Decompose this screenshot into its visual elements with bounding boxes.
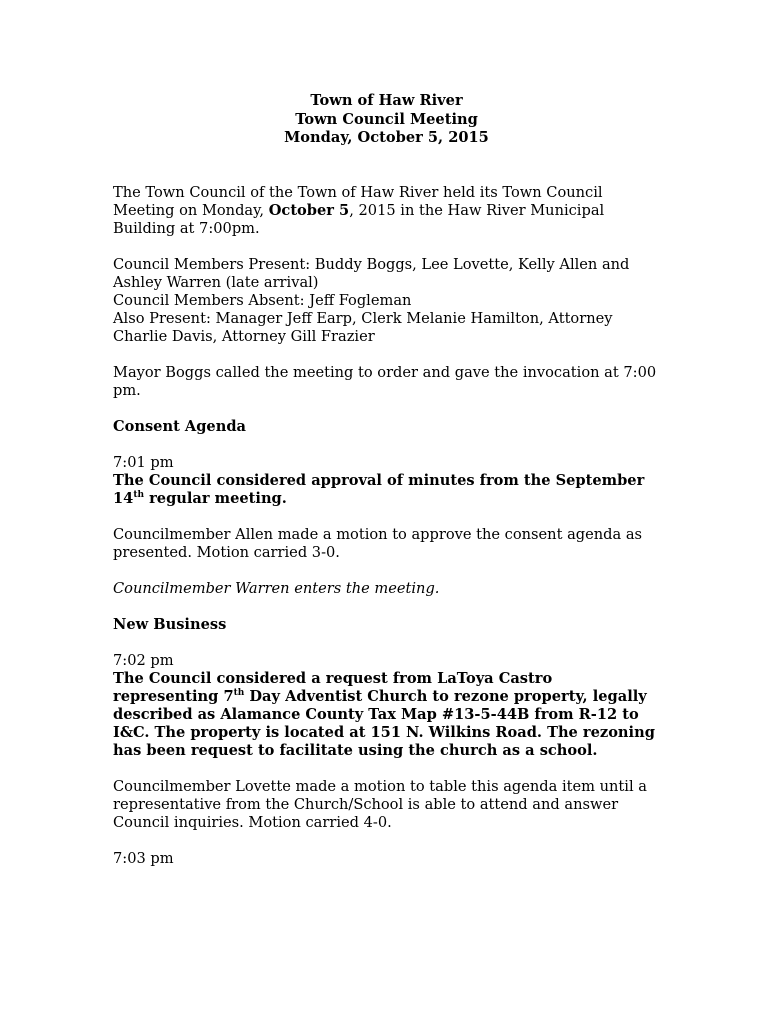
document-header <box>113 92 660 148</box>
new-business-item <box>113 652 660 760</box>
new-business-time: 7:02 pm <box>113 651 174 669</box>
new-business-motion: Councilmember Lovette made a motion to table this agenda item until a representative from the Church/School is able to attend and answer Council inquiries. Motion carried 4-0. <box>113 777 647 831</box>
town-name: Town of Haw River <box>310 92 463 109</box>
intro-date-bold: October 5 <box>268 201 350 219</box>
intro-text-start: The Town Council of the Town of Haw River held its Town Council Meeting on Monday, <box>113 183 603 219</box>
attendance-block <box>113 256 660 346</box>
new-business-text-end: Day Adventist Church to rezone property, legally described as Alamance County Tax Map #13-5-44B from R-12 to I&C. The property is located at 151 N. Wilkins Road. The rezoning has been request to facilitate using the church as a school. <box>113 687 655 759</box>
meeting-date: Monday, October 5, 2015 <box>284 129 489 146</box>
consent-item-text-start: The Council considered approval of minutes from the September 14 <box>113 471 645 507</box>
intro-text-end: , 2015 in the Haw River Municipal Building at 7:00pm. <box>113 201 605 237</box>
members-present: Council Members Present: Buddy Boggs, Lee Lovette, Kelly Allen and Ashley Warren (late arrival) <box>113 255 630 291</box>
new-business-heading: New Business <box>113 615 227 633</box>
also-present: Also Present: Manager Jeff Earp, Clerk Melanie Hamilton, Attorney Charlie Davis, Attorney Gill Frazier <box>113 309 613 345</box>
members-absent: Council Members Absent: Jeff Fogleman <box>113 291 412 309</box>
intro-paragraph <box>113 184 660 238</box>
consent-agenda-heading: Consent Agenda <box>113 417 246 435</box>
consent-item-text-end: regular meeting. <box>144 489 287 507</box>
new-business-description <box>113 670 660 760</box>
consent-agenda-item <box>113 454 660 508</box>
consent-agenda-motion: Councilmember Allen made a motion to approve the consent agenda as presented. Motion carried 3-0. <box>113 525 643 561</box>
call-to-order: Mayor Boggs called the meeting to order and gave the invocation at 7:00 pm. <box>113 363 657 399</box>
warren-enters-note: Councilmember Warren enters the meeting. <box>113 579 440 597</box>
next-item-time: 7:03 pm <box>113 849 174 867</box>
consent-agenda-description <box>113 472 660 508</box>
consent-agenda-time: 7:01 pm <box>113 453 174 471</box>
consent-item-superscript: th <box>133 489 145 500</box>
new-business-superscript: th <box>233 687 245 698</box>
new-business-text-start: The Council considered a request from LaToya Castro representing 7 <box>113 669 553 705</box>
meeting-title: Town Council Meeting <box>295 110 478 128</box>
